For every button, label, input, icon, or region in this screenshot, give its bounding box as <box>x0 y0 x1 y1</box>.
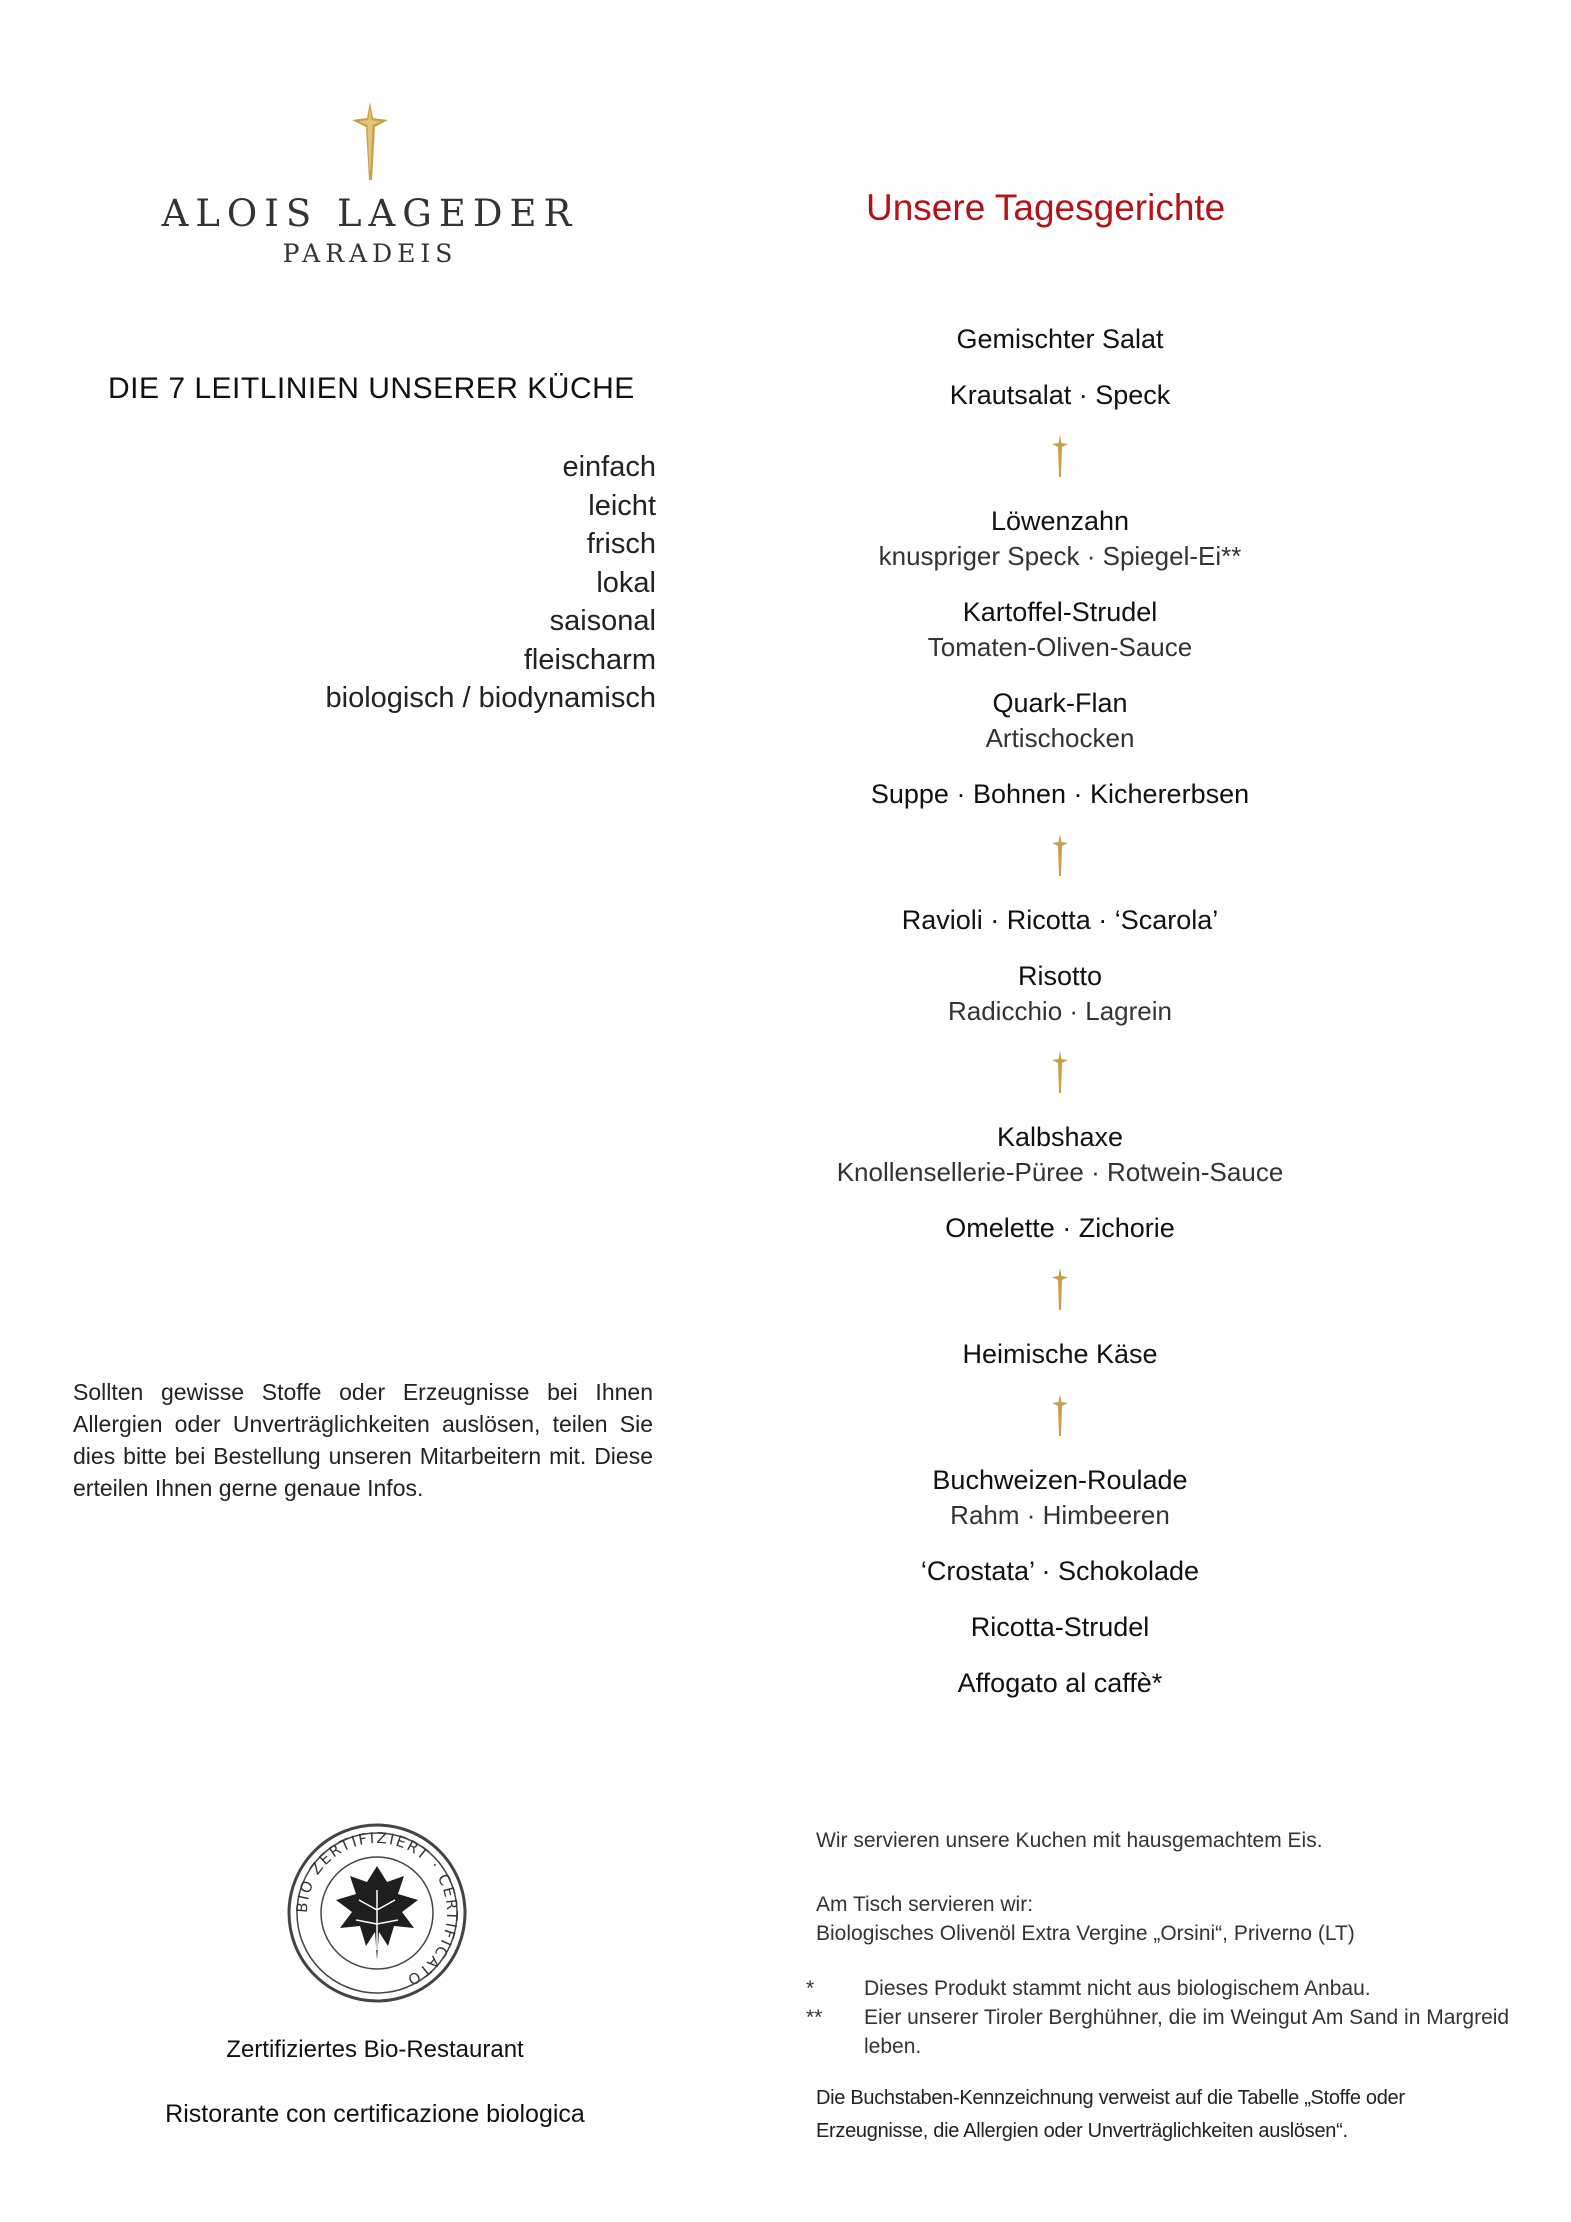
menu-dish <box>780 595 1340 665</box>
allergy-notice: Sollten gewisse Stoffe oder Erzeugnisse bei Ihnen Allergien oder Unverträglichkeiten auslösen, teilen Sie dies bitte bei Bestellung unseren Mitarbeitern mit. Diese erteilen Ihnen gerne genaue Infos. <box>73 1379 653 1501</box>
menu-dish <box>780 378 1340 413</box>
principle-item: einfach <box>562 451 656 483</box>
dish-description: knuspriger Speck · Spiegel-Ei** <box>878 541 1242 571</box>
dish-name: ‘Crostata’ · Schokolade <box>920 1556 1200 1586</box>
menu-dish <box>780 1463 1340 1533</box>
dish-name: Löwenzahn <box>990 506 1130 536</box>
dish-name: Ravioli · Ricotta · ‘Scarola’ <box>901 905 1219 935</box>
daily-menu <box>780 322 1340 1722</box>
bio-certificate-stamp-icon <box>284 1820 470 2006</box>
table-intro: Am Tisch servieren wir: <box>816 1893 1034 1916</box>
principle-item: leicht <box>588 489 656 522</box>
menu-dish <box>780 1666 1340 1701</box>
star-icon <box>348 100 392 182</box>
dish-description: Rahm · Himbeeren <box>950 1500 1170 1530</box>
menu-dish <box>780 903 1340 938</box>
dish-name: Gemischter Salat <box>956 324 1164 354</box>
dish-name: Kartoffel-Strudel <box>962 597 1158 627</box>
section-divider <box>780 434 1340 480</box>
star-divider-icon <box>1050 1393 1070 1437</box>
menu-dish <box>780 686 1340 756</box>
footnotes <box>806 1974 1526 2061</box>
star-divider-icon <box>1050 833 1070 877</box>
principle-item: frisch <box>586 528 656 560</box>
dish-name: Ricotta-Strudel <box>970 1612 1150 1642</box>
section-divider <box>780 1393 1340 1439</box>
brand-name: ALOIS LAGEDER <box>161 192 579 235</box>
dish-name: Krautsalat · Speck <box>949 380 1171 410</box>
menu-dish <box>780 1211 1340 1246</box>
menu-dish <box>780 959 1340 1029</box>
stamp-text: BIO ZERTIFIZIERT · CERTIFICATO <box>292 1828 462 1990</box>
allergen-table-line: Erzeugnisse, die Allergien oder Unverträglichkeiten auslösen“. <box>816 2120 1348 2142</box>
principles-title: DIE 7 LEITLINIEN UNSERER KÜCHE <box>108 372 635 405</box>
dish-description: Radicchio · Lagrein <box>947 996 1172 1026</box>
footnote-text: Dieses Produkt stammt nicht aus biologischem Anbau. <box>864 1977 1371 2000</box>
allergen-table-line: Die Buchstaben-Kennzeichnung verweist auf die Tabelle „Stoffe oder <box>816 2087 1405 2109</box>
footnote <box>806 2003 1526 2061</box>
menu-dish <box>780 1337 1340 1372</box>
dish-name: Affogato al caffè* <box>957 1668 1163 1698</box>
table-service-note <box>816 1890 1355 1948</box>
dish-name: Heimische Käse <box>962 1339 1158 1369</box>
principle-item: biologisch / biodynamisch <box>325 682 656 714</box>
dish-name: Quark-Flan <box>992 688 1128 718</box>
menu-dish <box>780 322 1340 357</box>
section-divider <box>780 1050 1340 1096</box>
principles-list <box>200 448 656 718</box>
certification-label-it: Ristorante con certificazione biologica <box>165 2100 585 2128</box>
principle-item: saisonal <box>549 605 656 637</box>
dish-name: Omelette · Zichorie <box>945 1213 1175 1243</box>
footnote <box>806 1974 1526 2003</box>
principle-item: lokal <box>596 566 656 599</box>
principle-item: fleischarm <box>523 643 656 676</box>
allergen-table-note <box>816 2082 1516 2148</box>
menu-dish <box>780 1120 1340 1190</box>
dish-name: Kalbshaxe <box>996 1122 1124 1152</box>
dish-description: Knollensellerie-Püree · Rotwein-Sauce <box>836 1157 1284 1187</box>
star-divider-icon <box>1050 1267 1070 1311</box>
dish-description: Tomaten-Oliven-Sauce <box>927 632 1193 662</box>
footnote-text: Eier unserer Tiroler Berghühner, die im Weingut Am Sand in Margreid leben. <box>864 2006 1510 2058</box>
menu-dish <box>780 504 1340 574</box>
dish-description: Artischocken <box>985 723 1135 753</box>
menu-dish <box>780 1610 1340 1645</box>
section-divider <box>780 1267 1340 1313</box>
star-divider-icon <box>1050 1050 1070 1094</box>
brand-subtitle: PARADEIS <box>282 239 458 268</box>
menu-dish <box>780 777 1340 812</box>
ice-cream-note: Wir servieren unsere Kuchen mit hausgemachtem Eis. <box>816 1829 1323 1852</box>
certification-label-de: Zertifiziertes Bio-Restaurant <box>226 2036 524 2063</box>
star-divider-icon <box>1050 434 1070 478</box>
dish-name: Buchweizen-Roulade <box>932 1465 1188 1495</box>
footnote-mark: ** <box>806 2006 823 2029</box>
footnote-mark: * <box>806 1977 815 2000</box>
dish-name: Risotto <box>1017 961 1103 991</box>
menu-title: Unsere Tagesgerichte <box>866 187 1226 228</box>
menu-dish <box>780 1554 1340 1589</box>
brand-logo <box>150 100 590 280</box>
section-divider <box>780 833 1340 879</box>
olive-oil-note: Biologisches Olivenöl Extra Vergine „Orsini“, Priverno (LT) <box>816 1922 1355 1945</box>
dish-name: Suppe · Bohnen · Kichererbsen <box>870 779 1250 809</box>
